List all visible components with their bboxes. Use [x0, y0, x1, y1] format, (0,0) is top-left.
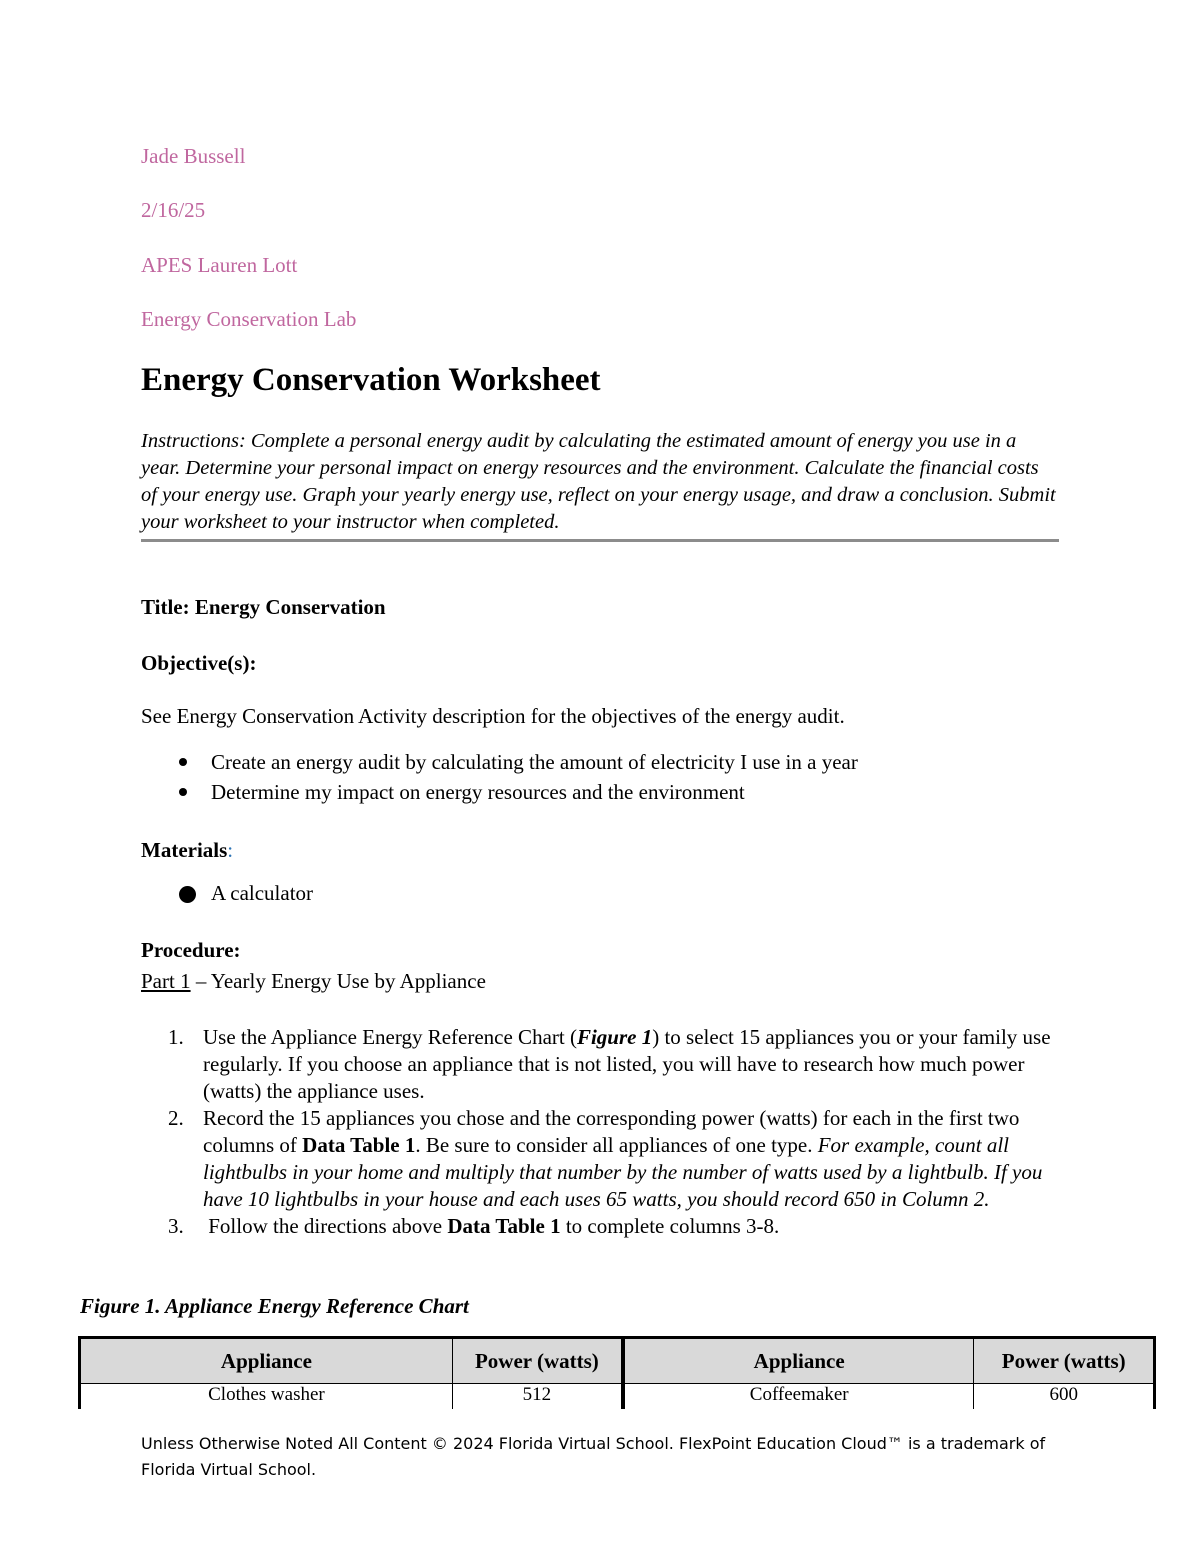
materials-label: Materials:: [141, 838, 234, 862]
list-item: A calculator: [141, 878, 313, 908]
bullet-icon: [179, 758, 187, 766]
objectives-intro: See Energy Conservation Activity description for the objectives of the energy audit.: [141, 704, 845, 728]
procedure-step: 3. Follow the directions above Data Table 1 to complete columns 3-8.: [168, 1214, 780, 1238]
class-teacher: APES Lauren Lott: [141, 253, 298, 277]
procedure-steps: [141, 1024, 1061, 1240]
submission-date: 2/16/25: [141, 198, 206, 222]
section-title: Title: Energy Conservation: [141, 595, 386, 619]
part-heading: Part 1 – Yearly Energy Use by Appliance: [141, 969, 486, 993]
procedure-step: 1. Use the Appliance Energy Reference Chart (Figure 1) to select 15 appliances you or your family use regularly. If you choose an appliance that is not listed, you will have to research how much power (watts) the appliance uses.: [168, 1025, 1051, 1103]
bullet-icon: [179, 788, 187, 796]
column-header: Power (watts): [974, 1338, 1155, 1384]
table-header-row: [80, 1338, 1155, 1384]
list-item: Determine my impact on energy resources and the environment: [141, 777, 858, 807]
materials-list: [141, 878, 313, 908]
appliance-reference-table: [78, 1336, 1156, 1409]
page-footer: Unless Otherwise Noted All Content © 2024 Florida Virtual School. FlexPoint Education Cloud™ is a trademark of Florida Virtual School.: [141, 1434, 1046, 1479]
table-cell: 512: [452, 1384, 623, 1410]
table-row: [80, 1384, 1155, 1410]
table-cell: Coffeemaker: [623, 1384, 974, 1410]
table-cell: 600: [974, 1384, 1155, 1410]
objectives-list: [141, 747, 858, 807]
instructions: Instructions: Complete a personal energy audit by calculating the estimated amount of energy you use in a year. Determine your personal impact on energy resources and the environment. Calculate the financial costs of your energy use. Graph your yearly energy use, reflect on your energy usage, and draw a conclusion. Submit your worksheet to your instructor when completed.: [141, 428, 1059, 542]
list-item: Create an energy audit by calculating the amount of electricity I use in a year: [141, 747, 858, 777]
student-name: Jade Bussell: [141, 144, 246, 168]
column-header: Appliance: [623, 1338, 974, 1384]
column-header: Power (watts): [452, 1338, 623, 1384]
column-header: Appliance: [80, 1338, 453, 1384]
procedure-step: 2. Record the 15 appliances you chose and the corresponding power (watts) for each in the first two columns of Data Table 1. Be sure to consider all appliances of one type. For example, count all lightbulbs in your home and multiply that number by the number of watts used by a lightbulb. If you have 10 lightbulbs in your house and each uses 65 watts, you should record 650 in Column 2.: [168, 1106, 1043, 1211]
figure-caption: Figure 1. Appliance Energy Reference Chart: [80, 1294, 469, 1318]
objectives-label: Objective(s):: [141, 651, 257, 675]
procedure-label: Procedure:: [141, 938, 241, 962]
assignment-name: Energy Conservation Lab: [141, 307, 357, 331]
bullet-icon: [179, 886, 196, 903]
page-title: Energy Conservation Worksheet: [141, 362, 601, 398]
table-cell: Clothes washer: [80, 1384, 453, 1410]
